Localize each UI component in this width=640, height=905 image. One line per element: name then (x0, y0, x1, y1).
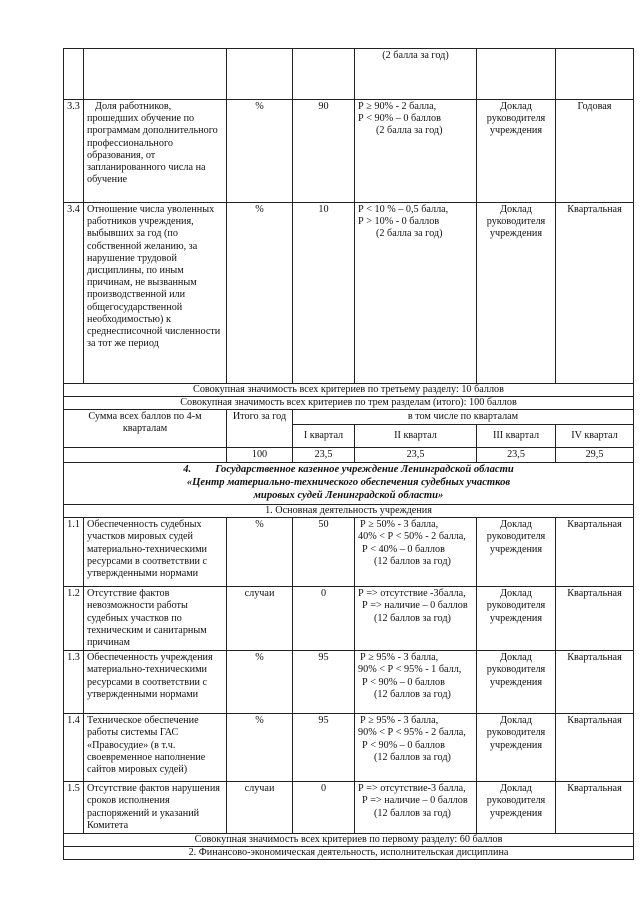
criterion-period: Квартальная (556, 714, 634, 782)
criterion-number: 3.4 (64, 203, 84, 384)
criterion-number: 1.3 (64, 651, 84, 714)
criterion-rule: Р < 10 % – 0,5 балла, Р > 10% - 0 баллов (2 балла за год) (355, 203, 477, 384)
quarter-4-label: IV квартал (556, 425, 634, 448)
quarters-incl-label: в том числе по кварталам (293, 410, 634, 425)
criterion-number: 1.2 (64, 587, 84, 651)
criterion-name: Отсутствие фактов нарушения сроков исполнения распоряжений и указаний Комитета (84, 782, 227, 834)
criterion-period: Квартальная (556, 651, 634, 714)
table-row (64, 100, 634, 203)
criterion-unit: случаи (227, 587, 293, 651)
section-total-row (64, 834, 634, 847)
section3-total: Совокупная значимость всех критериев по третьему разделу: 10 баллов (64, 384, 634, 397)
criterion-rule: Р ≥ 95% - 3 балла, 90% < Р < 95% - 2 балла, Р < 90% – 0 баллов (12 баллов за год) (355, 714, 477, 782)
criterion-rule: Р ≥ 50% - 3 балла, 40% < Р < 50% - 2 балла, Р < 40% – 0 баллов (12 баллов за год) (355, 518, 477, 587)
criterion-number: 3.3 (64, 100, 84, 203)
criterion-target: 10 (293, 203, 355, 384)
criterion-source: Доклад руководителя учреждения (477, 518, 556, 587)
criterion-name: Обеспеченность судебных участков мировых судей материально-техническими ресурсами в соответствии с утвержденными нормами (84, 518, 227, 587)
criterion-period: Квартальная (556, 518, 634, 587)
criterion-unit: % (227, 100, 293, 203)
three-sections-total: Совокупная значимость всех критериев по трем разделам (итого): 100 баллов (64, 397, 634, 410)
criterion-name: Обеспеченность учреждения материально-техническими ресурсами в соответствии с утвержденными нормами (84, 651, 227, 714)
org-section1-heading: 1. Основная деятельность учреждения (64, 505, 634, 518)
criterion-source: Доклад руководителя учреждения (477, 714, 556, 782)
criterion-period: Квартальная (556, 587, 634, 651)
quarters-header-row (64, 410, 634, 425)
criterion-period: Квартальная (556, 782, 634, 834)
criteria-table (63, 48, 634, 860)
year-value: 100 (227, 448, 293, 463)
table-row (64, 651, 634, 714)
criterion-period: Квартальная (556, 203, 634, 384)
criterion-unit: % (227, 651, 293, 714)
criterion-rule: Р => отсутствие-3 балла, Р => наличие – 0 баллов (12 баллов за год) (355, 782, 477, 834)
criterion-source: Доклад руководителя учреждения (477, 100, 556, 203)
cell-unit (227, 49, 293, 100)
org-number: 4. (183, 464, 192, 476)
criterion-source: Доклад руководителя учреждения (477, 782, 556, 834)
criterion-unit: % (227, 518, 293, 587)
cell-target (293, 49, 355, 100)
table-row (64, 714, 634, 782)
table-row (64, 587, 634, 651)
quarter-4-value: 29,5 (556, 448, 634, 463)
org-title-row (64, 463, 634, 505)
quarters-values-row (64, 448, 634, 463)
grand-total-row (64, 397, 634, 410)
cell-rule: (2 балла за год) (355, 49, 477, 100)
criterion-target: 50 (293, 518, 355, 587)
criterion-number: 1.5 (64, 782, 84, 834)
quarters-year-label: Итого за год (227, 410, 293, 448)
table-row-continued (64, 49, 634, 100)
criterion-name: Отсутствие фактов невозможности работы судебных участков по техническим и санитарным причинам (84, 587, 227, 651)
quarter-3-label: III квартал (477, 425, 556, 448)
criterion-name: Техническое обеспечение работы системы ГАС «Правосудие» (в т.ч. своевременное наполнение сайтов мировых судей) (84, 714, 227, 782)
criterion-source: Доклад руководителя учреждения (477, 651, 556, 714)
criterion-name: Отношение числа уволенных работников учреждения, выбывших за год (по собственной желанию, за нарушение трудовой дисциплины, по иным причинам, не вызванным производственной или общегосударственной необходимостью) к среднесписочной численности за тот же период (84, 203, 227, 384)
quarters-values-blank (64, 448, 227, 463)
subsection-row (64, 505, 634, 518)
quarter-1-value: 23,5 (293, 448, 355, 463)
criterion-number: 1.4 (64, 714, 84, 782)
quarter-3-value: 23,5 (477, 448, 556, 463)
criterion-unit: % (227, 203, 293, 384)
criterion-period: Годовая (556, 100, 634, 203)
table-row (64, 203, 634, 384)
org-section1-total: Совокупная значимость всех критериев по первому разделу: 60 баллов (64, 834, 634, 847)
subsection-row (64, 847, 634, 860)
cell-num (64, 49, 84, 100)
cell-name (84, 49, 227, 100)
table-row (64, 518, 634, 587)
criterion-unit: % (227, 714, 293, 782)
criterion-rule: Р ≥ 95% - 3 балла, 90% < Р < 95% - 1 балл, Р < 90% – 0 баллов (12 баллов за год) (355, 651, 477, 714)
org-section2-heading: 2. Финансово-экономическая деятельность, исполнительская дисциплина (64, 847, 634, 860)
criterion-target: 90 (293, 100, 355, 203)
criterion-target: 95 (293, 714, 355, 782)
quarter-2-value: 23,5 (355, 448, 477, 463)
cell-period (556, 49, 634, 100)
criterion-unit: случаи (227, 782, 293, 834)
criterion-target: 95 (293, 651, 355, 714)
criterion-rule: Р => отсутствие -3балла, Р => наличие – 0 баллов (12 баллов за год) (355, 587, 477, 651)
quarter-2-label: II квартал (355, 425, 477, 448)
quarter-1-label: I квартал (293, 425, 355, 448)
cell-source (477, 49, 556, 100)
criterion-number: 1.1 (64, 518, 84, 587)
criterion-source: Доклад руководителя учреждения (477, 203, 556, 384)
quarters-sum-label: Сумма всех баллов по 4-м кварталам (64, 410, 227, 448)
criterion-source: Доклад руководителя учреждения (477, 587, 556, 651)
table-row (64, 782, 634, 834)
criterion-name: Доля работников, прошедших обучение по программам дополнительного профессионального образования, от запланированного числа на обучение (84, 100, 227, 203)
criterion-target: 0 (293, 782, 355, 834)
criterion-target: 0 (293, 587, 355, 651)
criterion-rule: Р ≥ 90% - 2 балла, Р < 90% – 0 баллов (2 балла за год) (355, 100, 477, 203)
org-title: 4. Государственное казенное учреждение Ленинградской области «Центр материально-технического обеспечения судебных участков мировых судей Ленинградской области» (64, 463, 634, 505)
section-total-row (64, 384, 634, 397)
